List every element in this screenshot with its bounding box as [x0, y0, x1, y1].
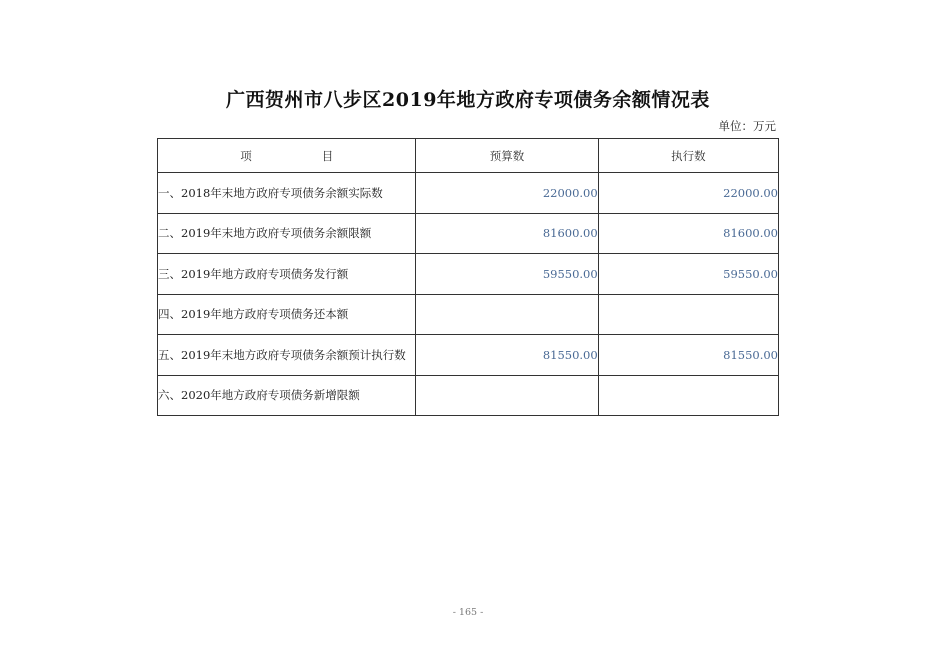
row-execution: 22000.00	[598, 173, 778, 214]
table-row	[158, 254, 779, 295]
row-item: 六、2020年地方政府专项债务新增限额	[158, 375, 416, 416]
document-title: 广西贺州市八步区2019年地方政府专项债务余额情况表	[226, 89, 710, 111]
row-budget: 59550.00	[416, 254, 598, 295]
unit-label: 单位：万元	[718, 119, 776, 133]
debt-balance-table	[157, 138, 779, 416]
table-row	[158, 375, 779, 416]
row-item: 四、2019年地方政府专项债务还本额	[158, 294, 416, 335]
row-item: 二、2019年末地方政府专项债务余额限额	[158, 213, 416, 254]
table-header-row	[158, 139, 779, 173]
header-item	[158, 139, 416, 173]
row-budget	[416, 294, 598, 335]
row-item: 三、2019年地方政府专项债务发行额	[158, 254, 416, 295]
row-execution: 81550.00	[598, 335, 778, 376]
table-row	[158, 335, 779, 376]
row-execution: 59550.00	[598, 254, 778, 295]
table-row	[158, 213, 779, 254]
table-row	[158, 173, 779, 214]
header-budget: 预算数	[416, 139, 598, 173]
table-row	[158, 294, 779, 335]
header-item-right: 目	[321, 148, 334, 163]
header-item-left: 项	[240, 148, 252, 163]
row-budget	[416, 375, 598, 416]
row-execution	[598, 375, 778, 416]
row-execution: 81600.00	[598, 213, 778, 254]
row-budget: 81600.00	[416, 213, 598, 254]
row-item: 五、2019年末地方政府专项债务余额预计执行数	[158, 335, 416, 376]
row-budget: 22000.00	[416, 173, 598, 214]
row-item: 一、2018年末地方政府专项债务余额实际数	[158, 173, 416, 214]
row-budget: 81550.00	[416, 335, 598, 376]
header-execution: 执行数	[598, 139, 778, 173]
row-execution	[598, 294, 778, 335]
page-number: - 165 -	[452, 607, 484, 618]
